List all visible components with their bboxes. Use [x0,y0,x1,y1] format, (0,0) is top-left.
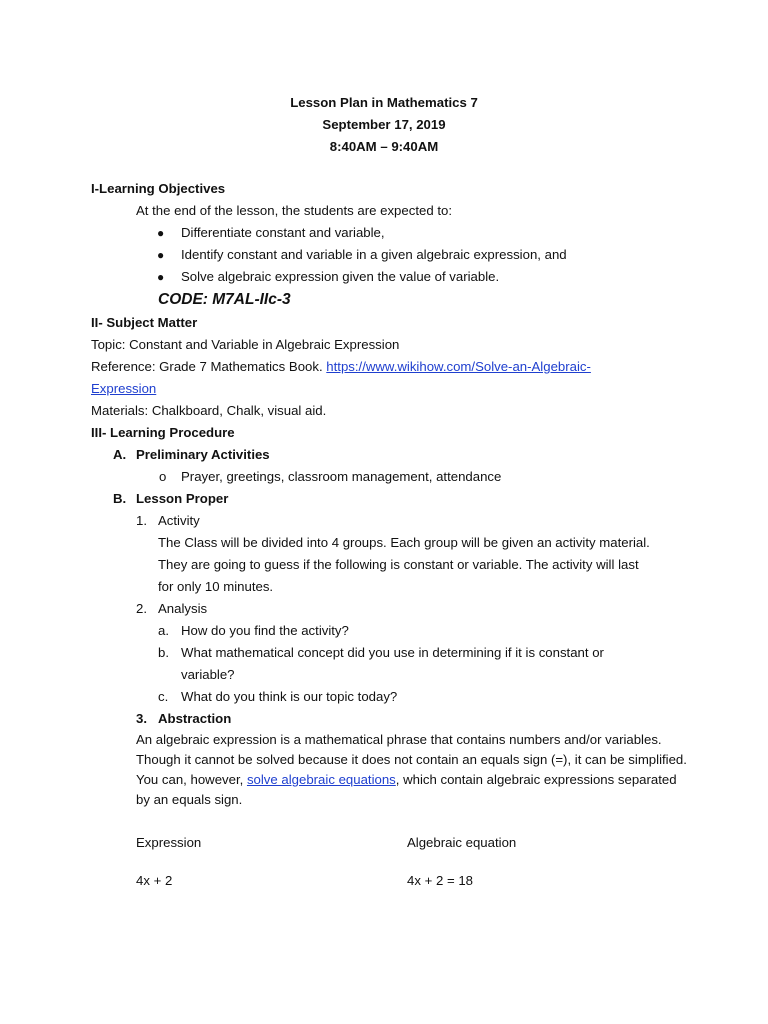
analysis-number: 2. [136,601,147,616]
expression-value: 4x + 2 [136,873,173,888]
subject-matter-heading: II- Subject Matter [91,315,198,330]
activity-number: 1. [136,513,147,528]
abstraction-number: 3. [136,711,147,726]
objective-item [91,222,691,244]
procedure-heading: III- Learning Procedure [91,425,235,440]
solve-equations-link[interactable]: solve algebraic equations [246,772,396,787]
expression-table [91,824,691,904]
bullet-icon: ● [157,248,165,262]
document-header [0,92,768,158]
activity-text: They are going to guess if the following is constant or variable. The activity will last [158,557,639,572]
section-a-title: Preliminary Activities [136,447,270,462]
question-text: What mathematical concept did you use in determining if it is constant or [181,645,604,660]
objectives-intro: At the end of the lesson, the students are expected to: [136,203,452,218]
abstraction-text-end: , which contain algebraic expressions separated by an equals sign. [136,772,677,807]
bullet-icon: ● [157,226,165,240]
question-text-continued: variable? [181,667,235,682]
activity-text: The Class will be divided into 4 groups. Each group will be given an activity material. [158,535,650,550]
topic-line: Topic: Constant and Variable in Algebraic Expression [91,337,400,352]
bullet-icon: ● [157,270,165,284]
objective-text: Solve algebraic expression given the value of variable. [181,269,500,284]
objectives-heading: I-Learning Objectives [91,181,226,196]
lesson-title: Lesson Plan in Mathematics 7 [290,95,478,110]
section-b-label: B. [113,491,127,506]
reference-line [91,356,691,378]
abstraction-text: An algebraic expression is a mathematical phrase that contains numbers and/or variables. Though it cannot be solved because it does not contain an equals sign (=), it can be simplified. You can, however, [136,732,687,787]
equation-header: Algebraic equation [407,835,517,850]
preliminary-item [91,466,691,488]
analysis-question [91,642,691,664]
abstraction-item [91,708,691,730]
analysis-question [91,620,691,642]
reference-link[interactable]: https://www.wikihow.com/Solve-an-Algebraic- [326,359,591,374]
expression-header: Expression [136,835,202,850]
question-label: c. [158,689,169,704]
abstraction-paragraph [91,730,691,810]
activity-text: for only 10 minutes. [158,579,274,594]
analysis-title: Analysis [158,601,208,616]
lesson-date: September 17, 2019 [322,117,446,132]
section-a [91,444,691,466]
section-a-label: A. [113,447,127,462]
section-b [91,488,691,510]
question-text: How do you find the activity? [181,623,349,638]
objective-text: Identify constant and variable in a given algebraic expression, and [181,247,567,262]
materials-line: Materials: Chalkboard, Chalk, visual aid. [91,403,327,418]
activity-item [91,510,691,532]
analysis-question [91,686,691,708]
equation-value: 4x + 2 = 18 [407,873,473,888]
reference-prefix: Reference: Grade 7 Mathematics Book. [91,359,327,374]
question-label: b. [158,645,169,660]
reference-link-cont[interactable]: Expression [91,381,157,396]
activity-title: Activity [158,513,200,528]
reference-link-continued [91,378,691,400]
preliminary-text: Prayer, greetings, classroom management, attendance [181,469,502,484]
lesson-time: 8:40AM – 9:40AM [329,139,439,154]
analysis-item [91,598,691,620]
abstraction-title: Abstraction [158,711,232,726]
competency-code: CODE: M7AL-IIc-3 [158,291,291,308]
objective-text: Differentiate constant and variable, [181,225,385,240]
question-text: What do you think is our topic today? [181,689,398,704]
objective-item [91,244,691,266]
question-label: a. [158,623,169,638]
section-b-title: Lesson Proper [136,491,229,506]
objective-item [91,266,691,288]
circle-bullet-icon: o [159,469,167,484]
document-body [91,178,691,904]
